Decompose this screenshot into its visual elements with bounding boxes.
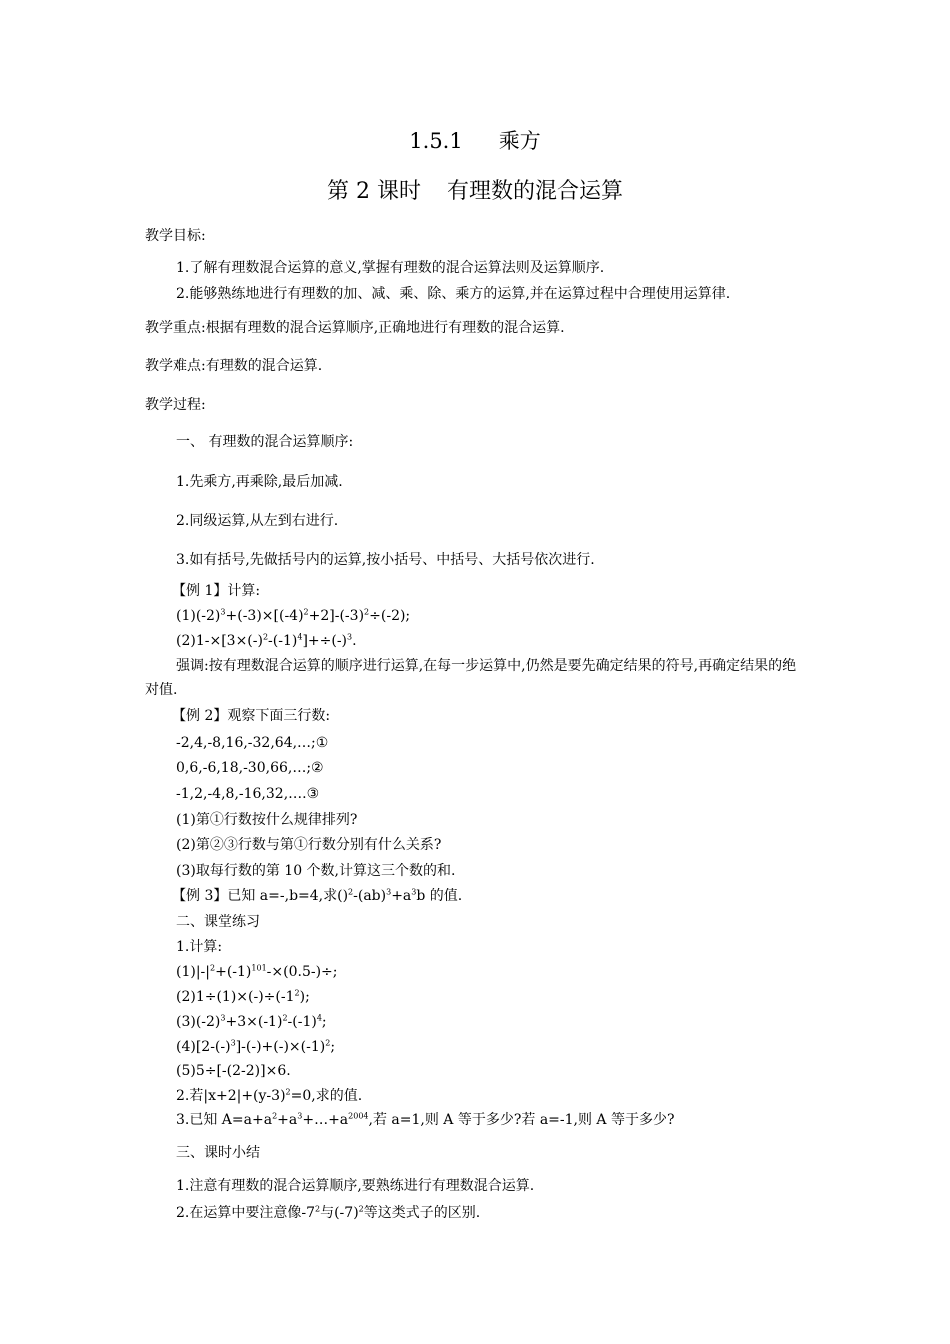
key-point: 教学重点:根据有理数的混合运算顺序,正确地进行有理数的混合运算. xyxy=(145,320,565,336)
section-number: 1.5.1 xyxy=(409,129,463,153)
summary-item: 1.注意有理数的混合运算顺序,要熟练进行有理数混合运算. xyxy=(176,1178,535,1194)
rule-item: 1.先乘方,再乘除,最后加减. xyxy=(176,474,343,490)
rule-item: 2.同级运算,从左到右进行. xyxy=(176,513,339,529)
page-title xyxy=(0,126,950,156)
section-topic: 乘方 xyxy=(498,129,541,153)
example1-emphasis: 强调:按有理数混合运算的顺序进行运算,在每一步运算中,仍然是要先确定结果的符号,再确定结果的绝对值. xyxy=(145,658,797,698)
objective-item: 2.能够熟练地进行有理数的加、减、乘、除、乘方的运算,并在运算过程中合理使用运算律. xyxy=(176,286,731,302)
practice-item: (5)5÷[-(2-2)]×6. xyxy=(176,1063,291,1079)
rule-item: 3.如有括号,先做括号内的运算,按小括号、中括号、大括号依次进行. xyxy=(176,552,595,568)
example2-question: (1)第①行数按什么规律排列? xyxy=(176,812,358,828)
summary-item: 2.在运算中要注意像$-7^2$与$(-7)^2$等这类式子的区别. xyxy=(176,1204,481,1221)
lesson-topic: 有理数的混合运算 xyxy=(446,179,623,204)
example1-question-2: $(2)1-\times[3\times(-)^2-(-1)^4]+\div(-)^3$. xyxy=(176,632,357,649)
part2-heading: 二、课堂练习 xyxy=(176,914,260,930)
objectives-label: 教学目标: xyxy=(145,228,206,244)
practice-q1-label: 1.计算: xyxy=(176,939,223,955)
lesson-number: 第 2 课时 xyxy=(327,179,421,204)
practice-item: $(2)1\div(1)\times(-)\div(-1^2)$; xyxy=(176,988,310,1005)
practice-item: $(3)(-2)^3+3\times(-1)^2-(-1)^4$; xyxy=(176,1013,327,1030)
process-label: 教学过程: xyxy=(145,397,206,413)
practice-item: $(1)|-|^2+(-1)^{101}-\times(0.5-)\div$; xyxy=(176,963,338,980)
practice-q3: 3.已知 $A=a+a^2+a^3+\dots+a^{2004}$,若 a=1,则 A 等于多少?若 a=-1,则 A 等于多少? xyxy=(176,1111,675,1128)
lesson-subtitle xyxy=(0,176,950,208)
example2-question: (3)取每行数的第 10 个数,计算这三个数的和. xyxy=(176,863,456,879)
example1-question-1: $(1)(-2)^3+(-3)\times[(-4)^2+2]-(-3)^2\div(-2)$; xyxy=(176,607,411,624)
number-row: -1,2,-4,8,-16,32,….③ xyxy=(176,786,320,802)
practice-q2: 2.若$|x+2|+(y-3)^2=0$,求的值. xyxy=(176,1087,363,1104)
number-row: 0,6,-6,18,-30,66,…;② xyxy=(176,760,324,776)
objective-item: 1.了解有理数混合运算的意义,掌握有理数的混合运算法则及运算顺序. xyxy=(176,260,605,276)
difficulty: 教学难点:有理数的混合运算. xyxy=(145,358,323,374)
part3-heading: 三、课时小结 xyxy=(176,1145,260,1161)
example2-label: 【例 2】观察下面三行数: xyxy=(172,708,331,724)
example1-label: 【例 1】计算: xyxy=(172,583,261,599)
example3: 【例 3】已知 a=-,b=4,求$()^2-(ab)^3+a^3b$ 的值. xyxy=(172,887,463,904)
part1-heading: 一、 有理数的混合运算顺序: xyxy=(176,434,354,450)
practice-item: $(4)[2-(-)^3]-(-)+(-)\times(-1)^2$; xyxy=(176,1038,336,1055)
number-row: -2,4,-8,16,-32,64,…;① xyxy=(176,735,329,751)
example2-question: (2)第②③行数与第①行数分别有什么关系? xyxy=(176,837,442,853)
